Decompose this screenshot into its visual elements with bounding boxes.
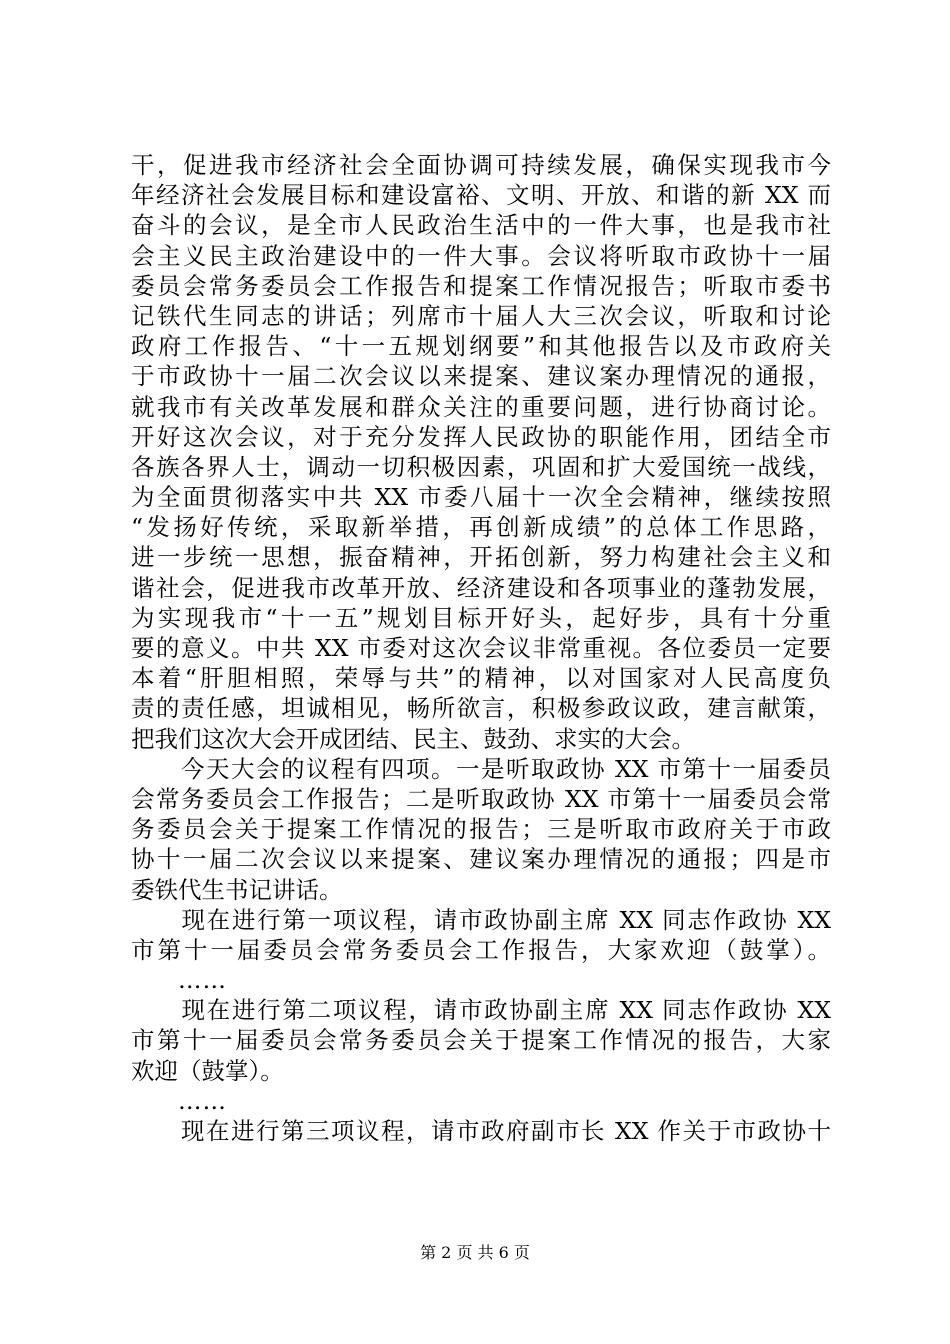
text-line: 协十一届二次会议以来提案、建议案办理情况的通报；四是市 — [131, 845, 831, 874]
text-line: 务委员会关于提案工作情况的报告；三是听取市政府关于市政 — [131, 815, 831, 844]
text-line: 会主义民主政治建设中的一件大事。会议将听取市政协十一届 — [131, 241, 831, 270]
text-line: 要的意义。中共 XX 市委对这次会议非常重视。各位委员一定要 — [131, 634, 831, 662]
text-line: 市第十一届委员会常务委员会工作报告，大家欢迎（鼓掌）。 — [131, 935, 831, 964]
text-line: 各族各界人士，调动一切积极因素，巩固和扩大爱国统一战线， — [131, 452, 831, 481]
text-line: 市第十一届委员会常务委员会关于提案工作情况的报告，大家 — [131, 1026, 831, 1055]
text-line: 现在进行第三项议程，请市政府副市长 XX 作关于市政协十 — [131, 1117, 831, 1145]
text-line: 就我市有关改革发展和群众关注的重要问题，进行协商讨论。 — [131, 392, 831, 421]
text-line: 干，促进我市经济社会全面协调可持续发展，确保实现我市今 — [131, 151, 831, 179]
text-line: 于市政协十一届二次会议以来提案、建议案办理情况的通报， — [131, 362, 831, 391]
text-line: 责的责任感，坦诚相见，畅所欲言，积极参政议政，建言献策， — [131, 694, 831, 723]
text-line: “发扬好传统，采取新举措，再创新成绩”的总体工作思路， — [131, 513, 831, 542]
text-line: 把我们这次大会开成团结、民主、鼓劲、求实的大会。 — [131, 724, 695, 753]
text-line: 委员会常务委员会工作报告和提案工作情况报告；听取市委书 — [131, 271, 831, 300]
text-line: 开好这次会议，对于充分发挥人民政协的职能作用，团结全市 — [131, 422, 831, 451]
text-line: 奋斗的会议，是全市人民政治生活中的一件大事，也是我市社 — [131, 211, 831, 240]
text-line: 欢迎（鼓掌）。 — [131, 1056, 284, 1085]
text-line: 记铁代生同志的讲话；列席市十届人大三次会议，听取和讨论 — [131, 301, 831, 330]
text-line: 进一步统一思想，振奋精神，开拓创新，努力构建社会主义和 — [131, 543, 831, 572]
page-footer: 第 2 页 共 6 页 — [420, 1243, 530, 1262]
ellipsis-line: …… — [178, 966, 227, 995]
text-line: 委铁代生书记讲话。 — [131, 875, 343, 904]
ellipsis-line: …… — [178, 1086, 227, 1115]
text-line: 谐社会，促进我市改革开放、经济建设和各项事业的蓬勃发展， — [131, 573, 831, 602]
text-line: 年经济社会发展目标和建设富裕、文明、开放、和谐的新 XX 而 — [131, 181, 831, 210]
text-line: 本着“肝胆相照，荣辱与共”的精神，以对国家对人民高度负 — [131, 664, 831, 693]
text-line: 会常务委员会工作报告；二是听取政协 XX 市第十一届委员会常 — [131, 784, 831, 813]
document-body — [131, 150, 831, 1146]
text-line: 政府工作报告、“十一五规划纲要”和其他报告以及市政府关 — [131, 332, 831, 361]
text-line: 现在进行第一项议程，请市政协副主席 XX 同志作政协 XX — [131, 905, 831, 934]
text-line: 为全面贯彻落实中共 XX 市委八届十一次全会精神，继续按照 — [131, 483, 831, 512]
text-line: 今天大会的议程有四项。一是听取政协 XX 市第十一届委员 — [131, 754, 831, 783]
text-line: 现在进行第二项议程，请市政协副主席 XX 同志作政协 XX — [131, 996, 831, 1025]
text-line: 为实现我市“十一五”规划目标开好头，起好步，具有十分重 — [131, 603, 831, 632]
